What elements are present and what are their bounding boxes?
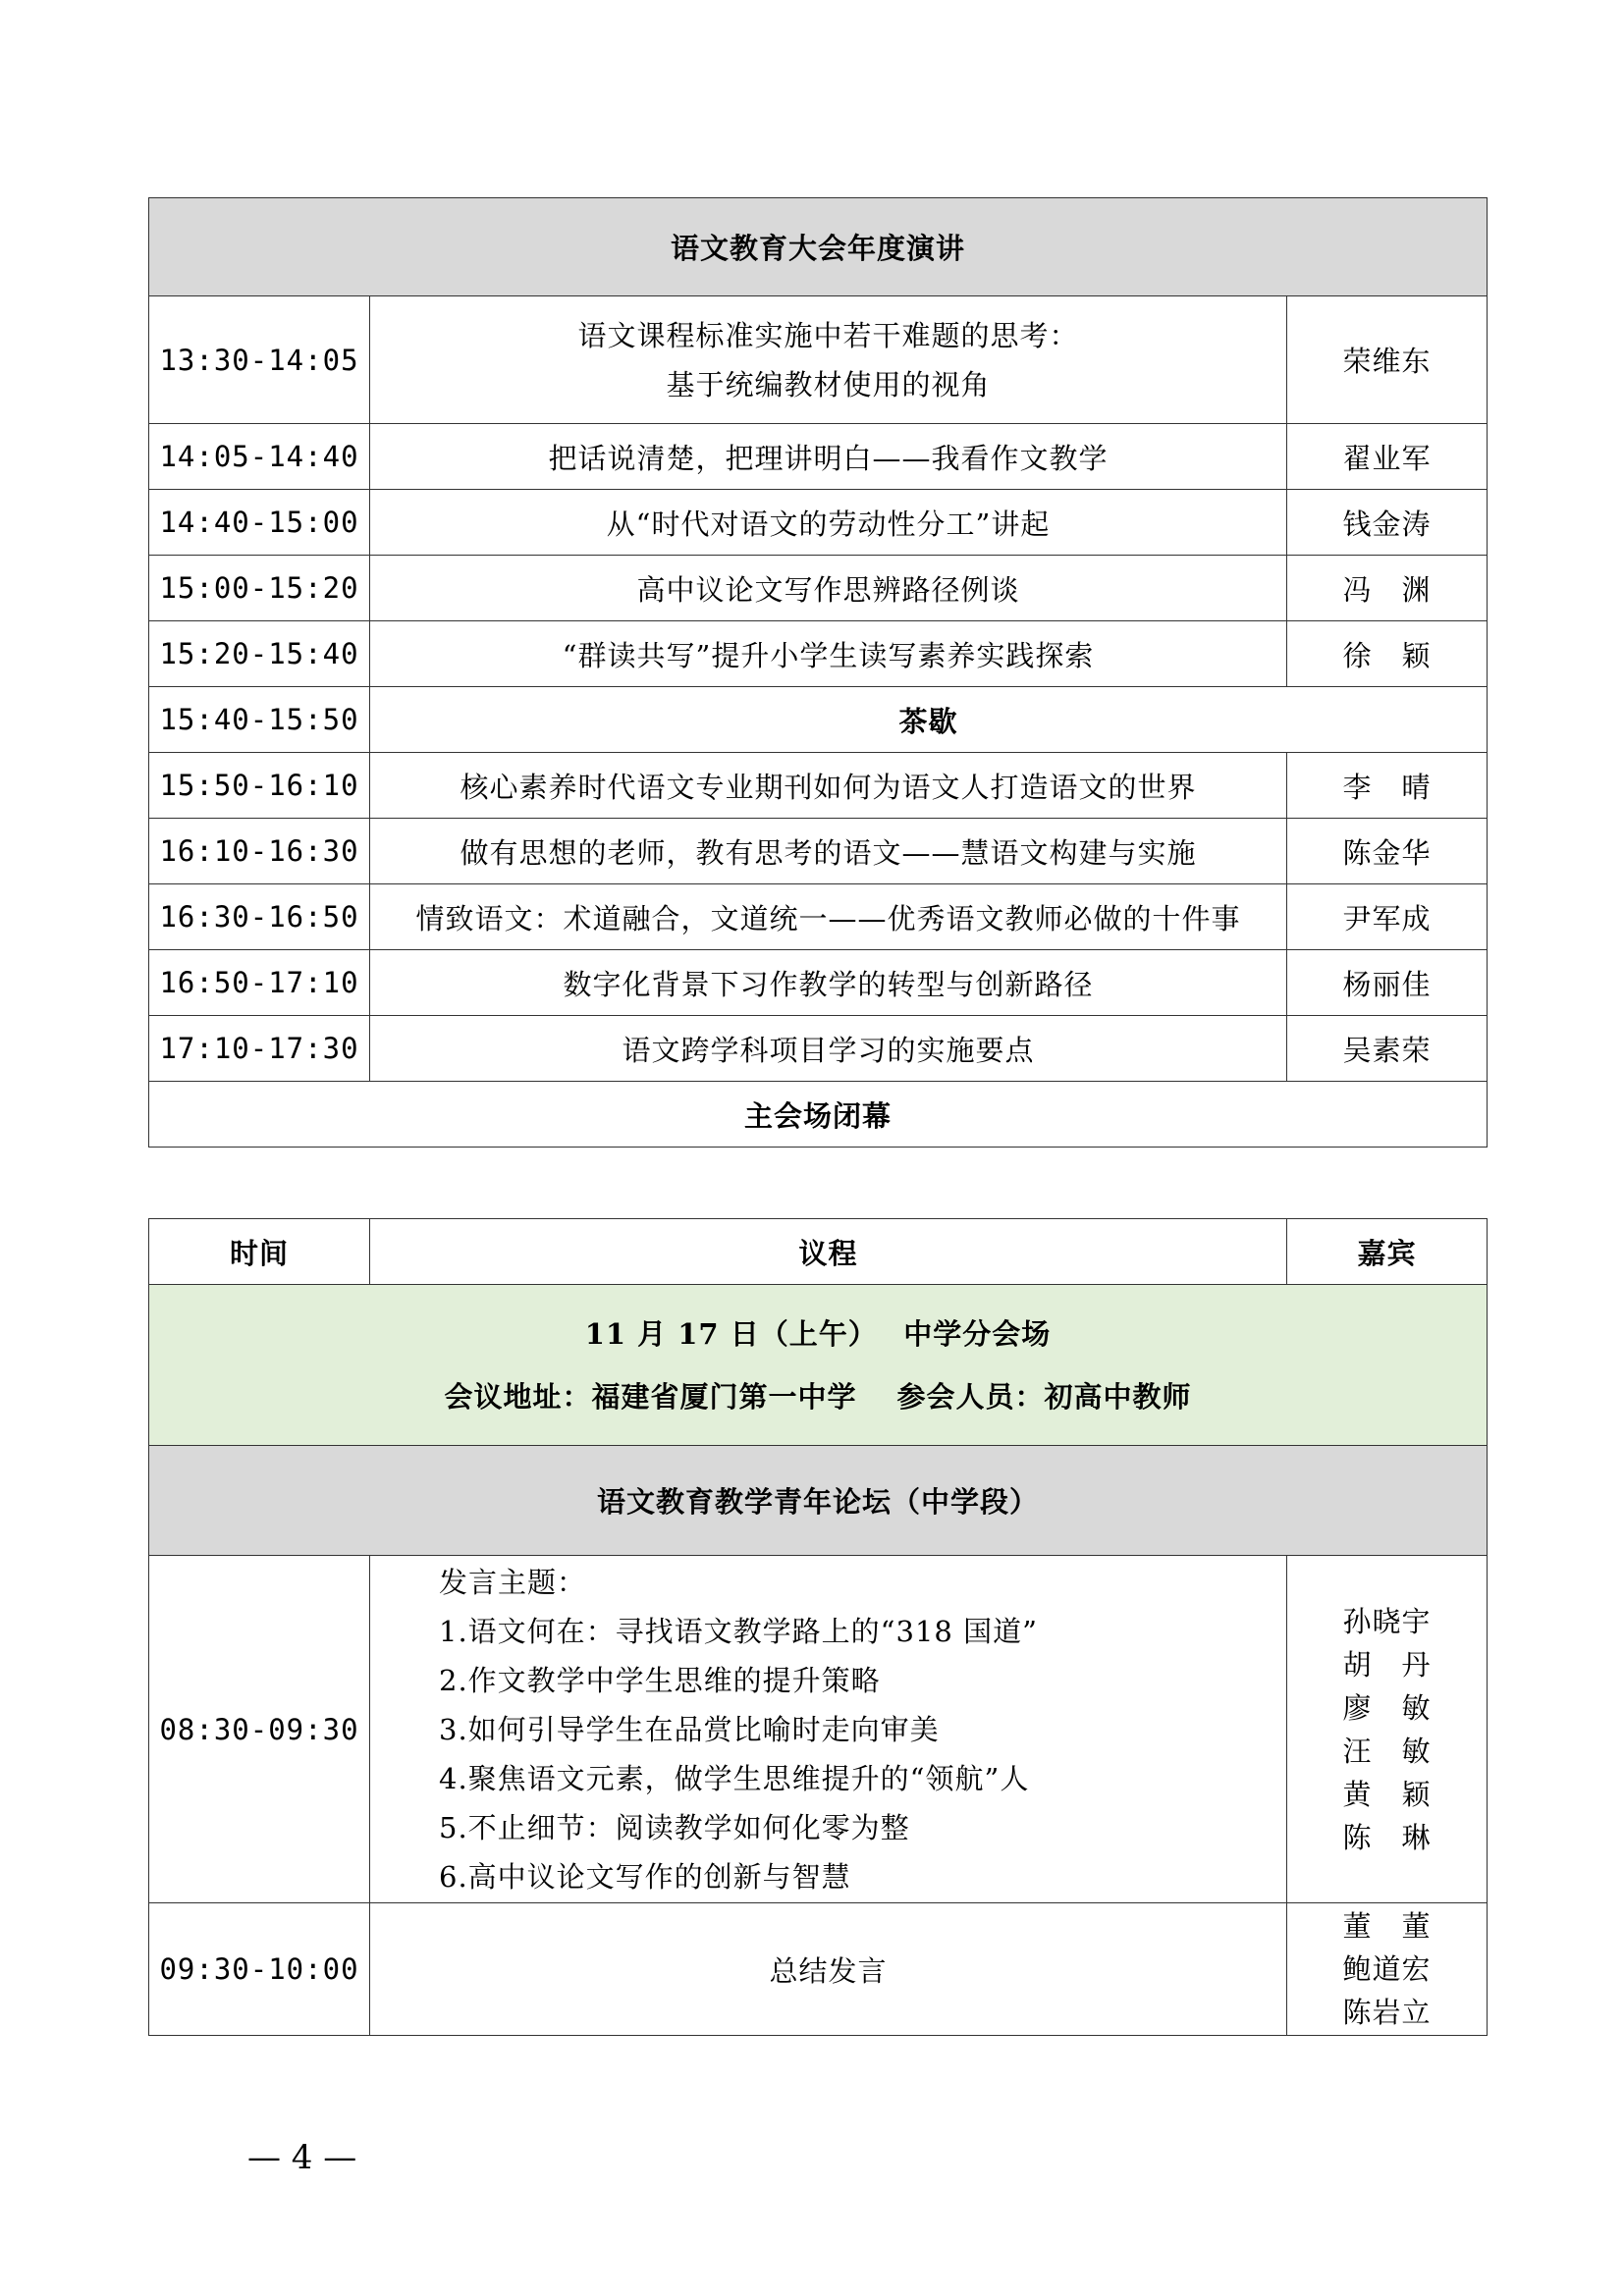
time-cell: 16:30-16:50 bbox=[149, 884, 370, 950]
speaker-cell: 翟业军 bbox=[1287, 424, 1488, 490]
time-cell: 15:20-15:40 bbox=[149, 621, 370, 687]
speaker: 陈岩立 bbox=[1342, 1996, 1432, 2029]
topic-cell: 从“时代对语文的劳动性分工”讲起 bbox=[370, 490, 1287, 556]
middle-school-session-table bbox=[148, 1218, 1488, 2036]
time-cell: 15:00-15:20 bbox=[149, 556, 370, 621]
speaker: 陈 琳 bbox=[1342, 1820, 1432, 1854]
session-address: 会议地址：福建省厦门第一中学 参会人员：初高中教师 bbox=[444, 1379, 1192, 1414]
speaker-cell: 徐 颖 bbox=[1287, 621, 1488, 687]
break-cell: 茶歇 bbox=[370, 687, 1488, 753]
speaker: 董 董 bbox=[1342, 1909, 1432, 1943]
table-row bbox=[149, 296, 1488, 424]
time-cell: 14:40-15:00 bbox=[149, 490, 370, 556]
time-cell: 14:05-14:40 bbox=[149, 424, 370, 490]
table-row bbox=[149, 556, 1488, 621]
speaker: 胡 丹 bbox=[1342, 1647, 1432, 1682]
speaker-cell: 荣维东 bbox=[1287, 296, 1488, 424]
topic-cell bbox=[370, 296, 1287, 424]
speaker: 孙晓宇 bbox=[1342, 1604, 1432, 1638]
topic-line: 2.作文教学中学生思维的提升策略 bbox=[439, 1663, 881, 1697]
time-cell: 15:40-15:50 bbox=[149, 687, 370, 753]
speaker-cell: 冯 渊 bbox=[1287, 556, 1488, 621]
speaker-cell: 吴素荣 bbox=[1287, 1016, 1488, 1082]
time-cell: 09:30-10:00 bbox=[149, 1903, 370, 2036]
topic-line: 1.语文何在：寻找语文教学路上的“318 国道” bbox=[439, 1614, 1038, 1648]
forum-title: 语文教育教学青年论坛（中学段） bbox=[149, 1446, 1488, 1556]
table-row bbox=[149, 687, 1488, 753]
topic-cell: 做有思想的老师，教有思考的语文——慧语文构建与实施 bbox=[370, 819, 1287, 884]
topic-line: 基于统编教材使用的视角 bbox=[666, 367, 991, 401]
topic-cell: 把话说清楚，把理讲明白——我看作文教学 bbox=[370, 424, 1287, 490]
topic-line: 4.聚焦语文元素，做学生思维提升的“领航”人 bbox=[439, 1761, 1030, 1795]
speaker-cell: 钱金涛 bbox=[1287, 490, 1488, 556]
topic-cell: 核心素养时代语文专业期刊如何为语文人打造语文的世界 bbox=[370, 753, 1287, 819]
table-header-row bbox=[149, 1219, 1488, 1285]
topic-list bbox=[370, 1556, 1287, 1903]
topic-cell: “群读共写”提升小学生读写素养实践探索 bbox=[370, 621, 1287, 687]
speaker-cell: 杨丽佳 bbox=[1287, 950, 1488, 1016]
table-row bbox=[149, 424, 1488, 490]
topic-cell: 高中议论文写作思辨路径例谈 bbox=[370, 556, 1287, 621]
table-row bbox=[149, 621, 1488, 687]
speaker-cell: 陈金华 bbox=[1287, 819, 1488, 884]
topic-line: 5.不止细节：阅读教学如何化零为整 bbox=[439, 1810, 910, 1844]
time-cell: 16:50-17:10 bbox=[149, 950, 370, 1016]
annual-speech-table bbox=[148, 197, 1488, 1148]
speaker-cell: 李 晴 bbox=[1287, 753, 1488, 819]
time-cell: 16:10-16:30 bbox=[149, 819, 370, 884]
speaker: 黄 颖 bbox=[1342, 1777, 1432, 1811]
page-number: — 4 — bbox=[247, 2138, 357, 2177]
closing-row: 主会场闭幕 bbox=[149, 1082, 1488, 1148]
speaker: 鲍道宏 bbox=[1342, 1952, 1432, 1986]
table-row bbox=[149, 490, 1488, 556]
topic-line: 3.如何引导学生在品赏比喻时走向审美 bbox=[439, 1712, 940, 1746]
speaker-list bbox=[1287, 1556, 1488, 1903]
topic-cell: 数字化背景下习作教学的转型与创新路径 bbox=[370, 950, 1287, 1016]
topic-cell: 总结发言 bbox=[370, 1903, 1287, 2036]
time-cell: 08:30-09:30 bbox=[149, 1556, 370, 1903]
time-cell: 17:10-17:30 bbox=[149, 1016, 370, 1082]
header-agenda: 议程 bbox=[370, 1219, 1287, 1285]
topic-cell: 情致语文：术道融合，文道统一——优秀语文教师必做的十件事 bbox=[370, 884, 1287, 950]
speaker: 汪 敏 bbox=[1342, 1734, 1432, 1768]
table-row bbox=[149, 1016, 1488, 1082]
session-date-venue: 11 月 17 日（上午） 中学分会场 bbox=[584, 1316, 1052, 1351]
table-row bbox=[149, 884, 1488, 950]
table-row bbox=[149, 753, 1488, 819]
speaker-cell: 尹军成 bbox=[1287, 884, 1488, 950]
header-time: 时间 bbox=[149, 1219, 370, 1285]
table-row bbox=[149, 1903, 1488, 2036]
speaker: 廖 敏 bbox=[1342, 1690, 1432, 1725]
time-cell: 13:30-14:05 bbox=[149, 296, 370, 424]
session-info bbox=[149, 1285, 1488, 1446]
table-row bbox=[149, 950, 1488, 1016]
topic-line: 6.高中议论文写作的创新与智慧 bbox=[439, 1859, 851, 1894]
topic-cell: 语文跨学科项目学习的实施要点 bbox=[370, 1016, 1287, 1082]
section-title: 语文教育大会年度演讲 bbox=[149, 198, 1488, 296]
topic-line: 发言主题： bbox=[439, 1565, 587, 1599]
header-guest: 嘉宾 bbox=[1287, 1219, 1488, 1285]
table-row bbox=[149, 819, 1488, 884]
table-row bbox=[149, 1556, 1488, 1903]
speaker-list bbox=[1287, 1903, 1488, 2036]
topic-line: 语文课程标准实施中若干难题的思考： bbox=[577, 318, 1079, 352]
time-cell: 15:50-16:10 bbox=[149, 753, 370, 819]
